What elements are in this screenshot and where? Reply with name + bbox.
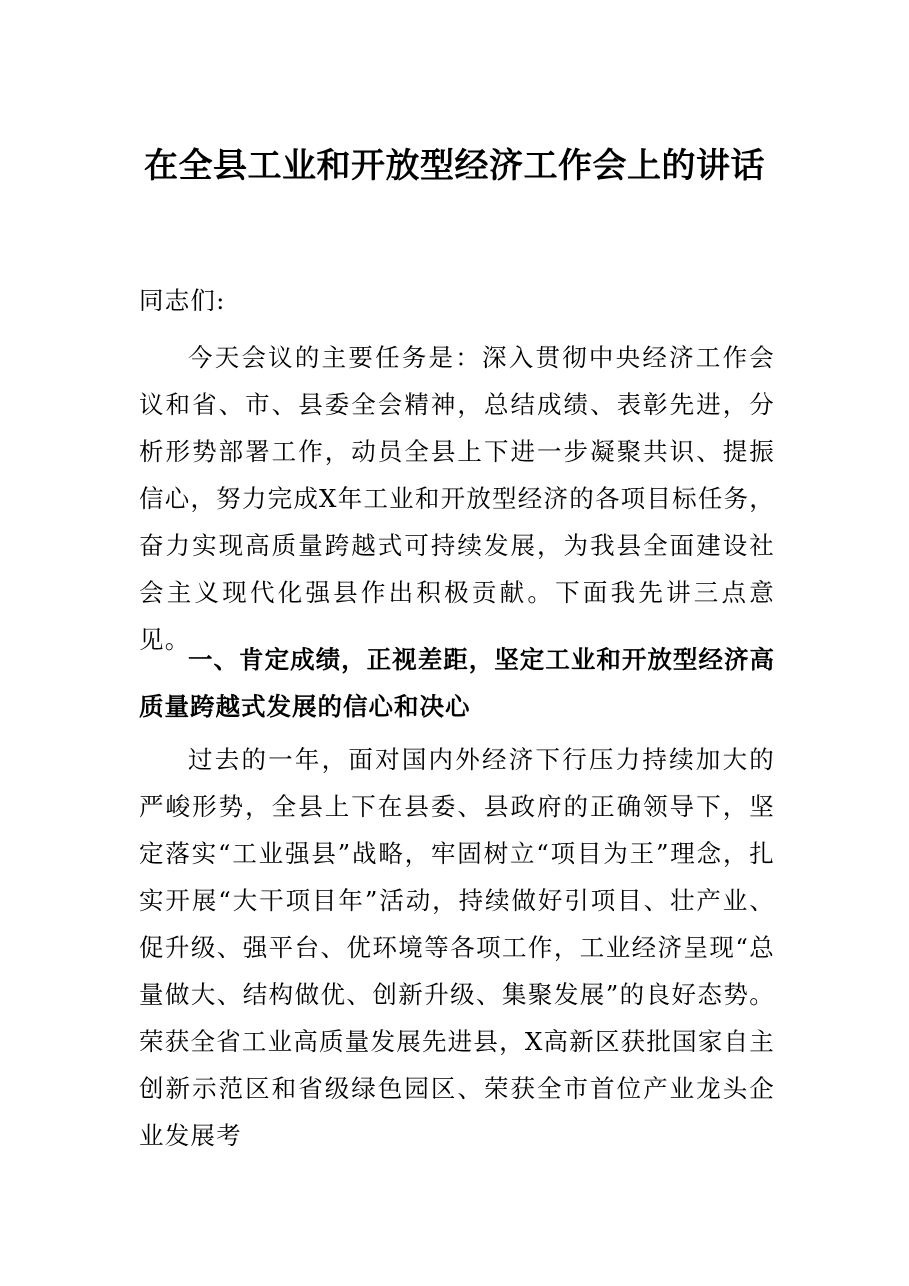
- section-heading-1: 一、肯定成绩，正视差距，坚定工业和开放型经济高质量跨越式发展的信心和决心: [139, 645, 775, 721]
- paragraph-2: 过去的一年，面对国内外经济下行压力持续加大的严峻形势，全县上下在县委、县政府的正确领导下，坚定落实“工业强县”战略，牢固树立“项目为王”理念，扎实开展“大干项目年”活动，持续做好引项目、壮产业、促升级、强平台、优环境等各项工作，工业经济呈现“总量做大、结构做优、创新升级、集聚发展”的良好态势。荣获全省工业高质量发展先进县，X高新区获批国家自主创新示范区和省级绿色园区、荣获全市首位产业龙头企业发展考: [139, 745, 775, 1150]
- paragraph-1: 今天会议的主要任务是：深入贯彻中央经济工作会议和省、市、县委全会精神，总结成绩、表彰先进，分析形势部署工作，动员全县上下进一步凝聚共识、提振信心，努力完成X年工业和开放型经济的各项目标任务，奋力实现高质量跨越式可持续发展，为我县全面建设社会主义现代化强县作出积极贡献。下面我先讲三点意见。: [139, 343, 775, 654]
- salutation: 同志们:: [139, 286, 226, 315]
- document-title: 在全县工业和开放型经济工作会上的讲话: [144, 146, 765, 186]
